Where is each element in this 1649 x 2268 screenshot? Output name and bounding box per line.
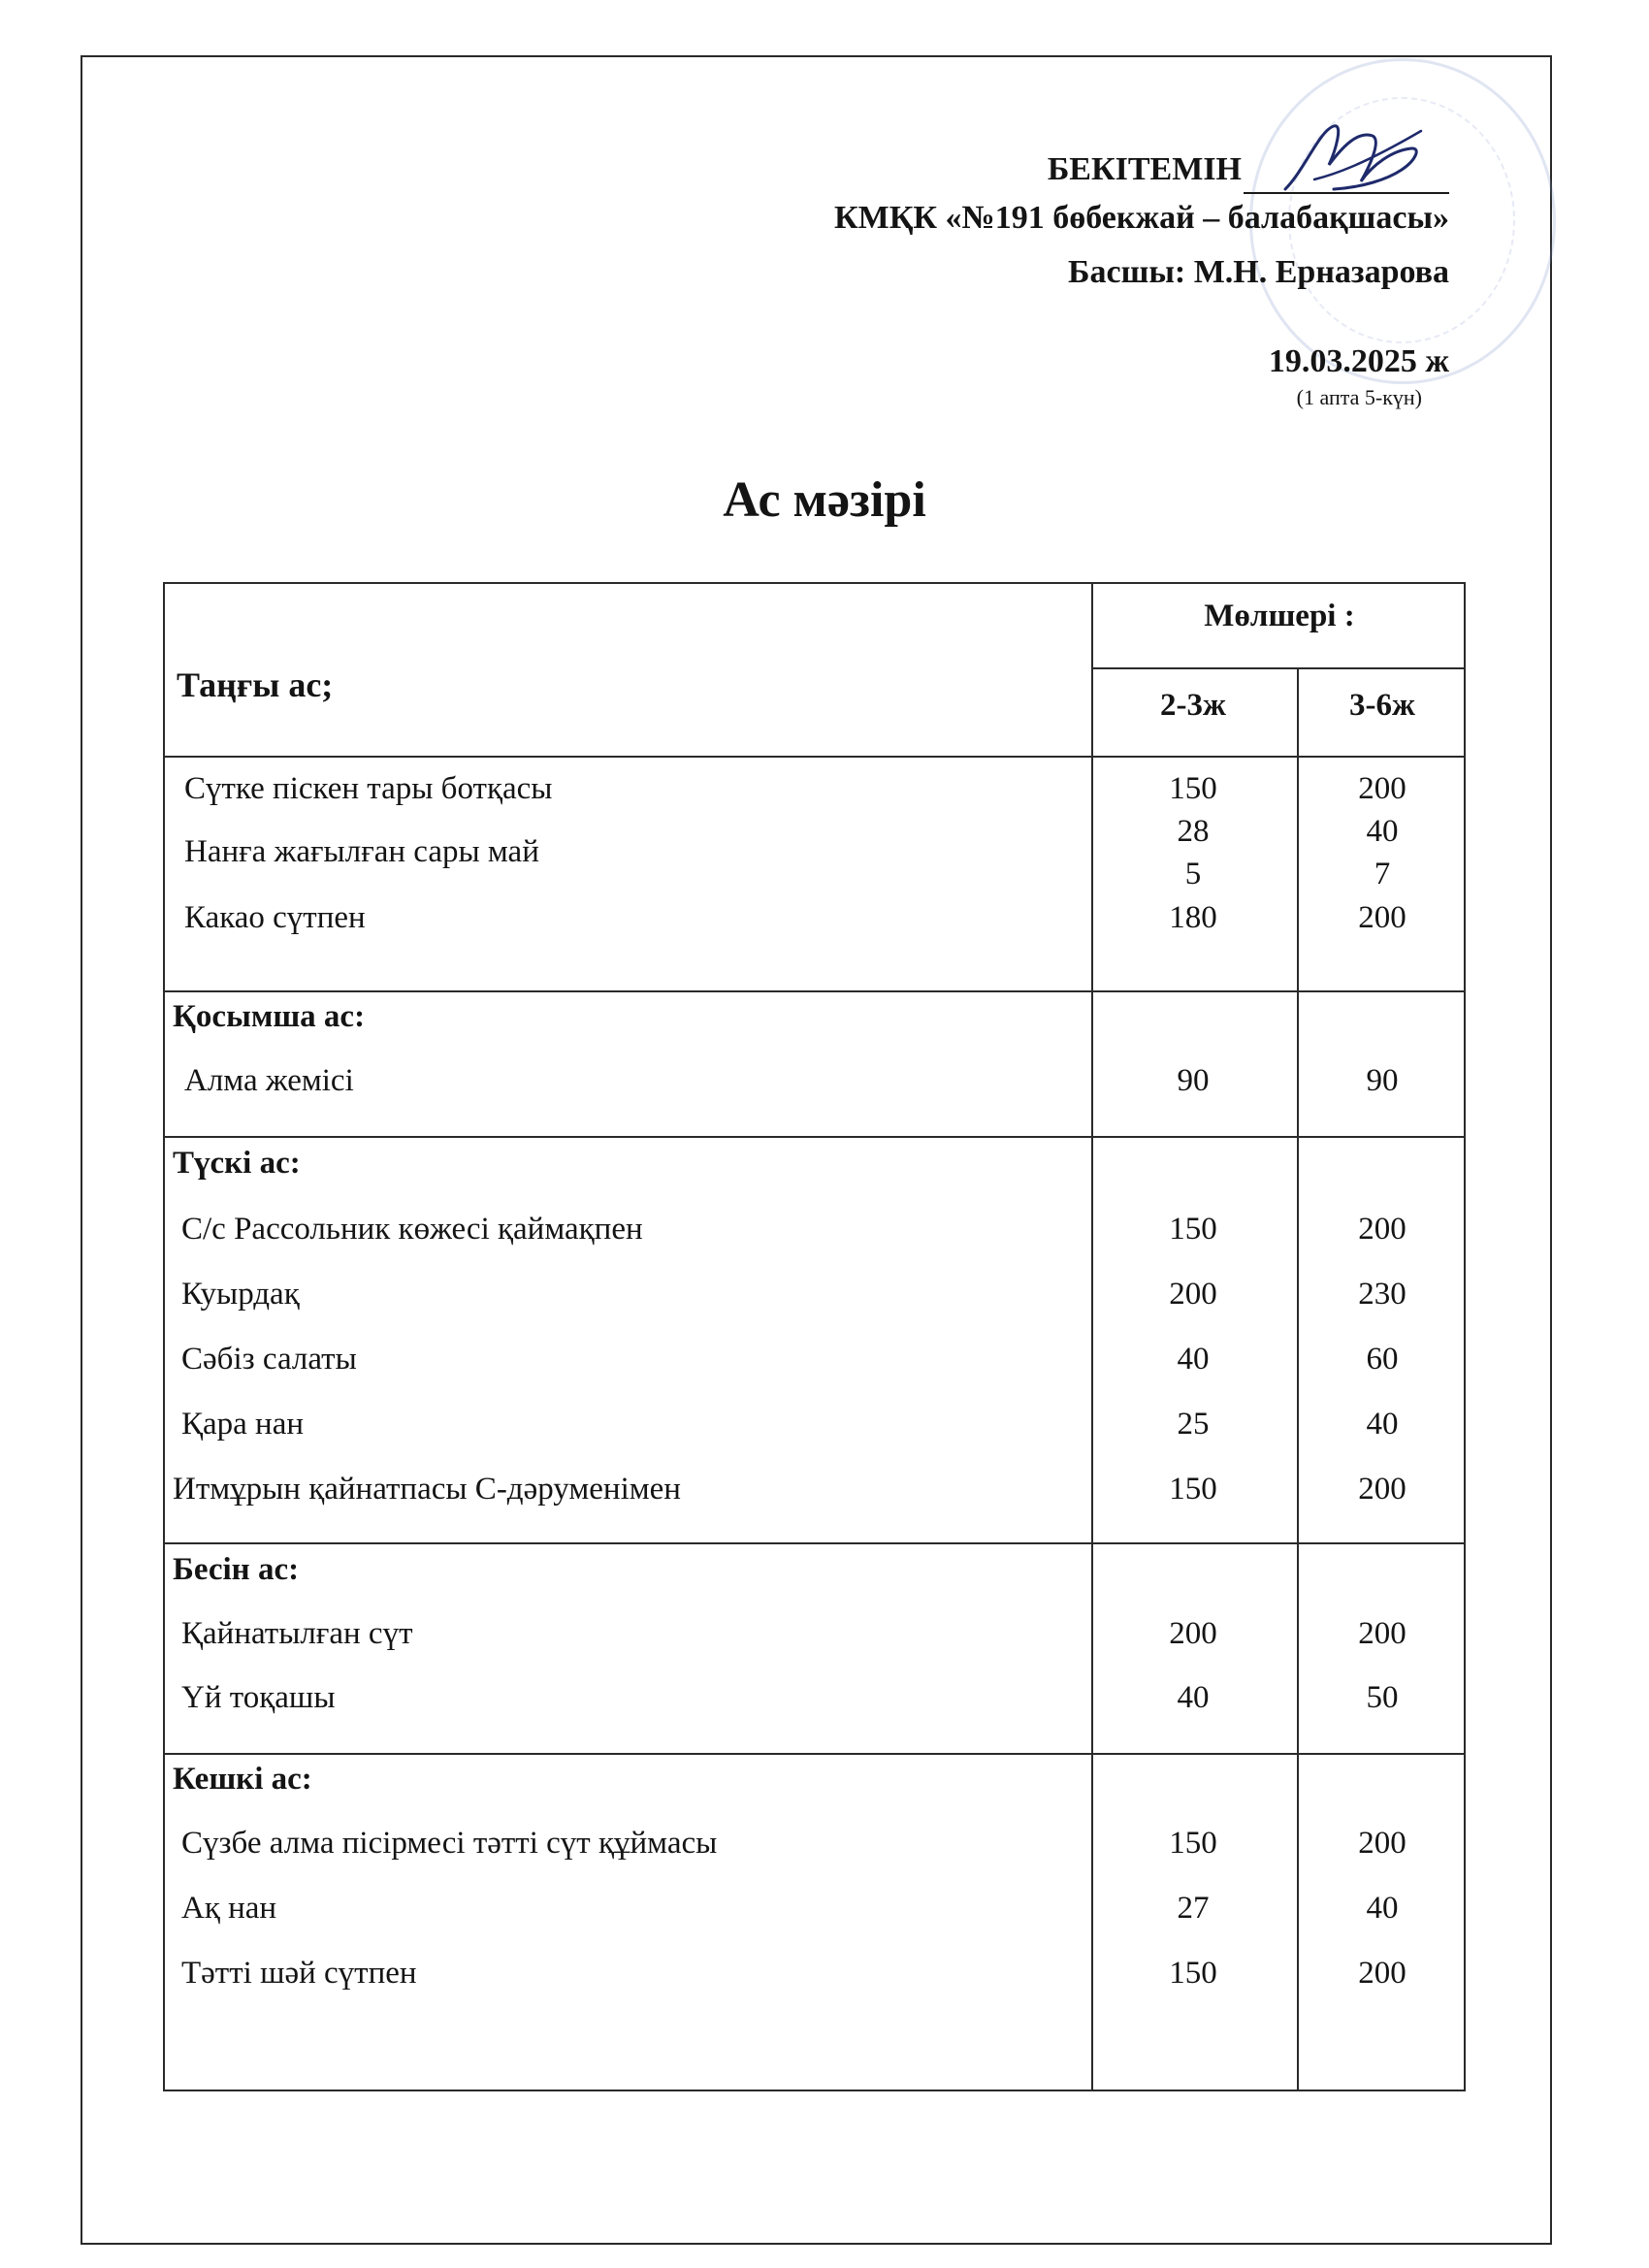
age-column-1: 2-3ж — [1160, 688, 1226, 723]
header-divider — [1091, 667, 1464, 669]
menu-date: 19.03.2025 ж — [1268, 343, 1449, 379]
amount-value: 200 — [1169, 1277, 1217, 1312]
menu-item: Тәтті шәй сүтпен — [181, 1956, 417, 1991]
menu-table — [163, 582, 1466, 2091]
menu-item: С/с Рассольник көжесі қаймақпен — [181, 1212, 643, 1247]
row-divider — [165, 756, 1464, 758]
menu-item: Үй тоқашы — [181, 1680, 336, 1715]
breakfast-header: Таңғы ас; — [177, 665, 334, 704]
amount-value: 28 — [1177, 814, 1210, 849]
amount-header: Мөлшері : — [1204, 599, 1355, 633]
amount-value: 200 — [1358, 771, 1406, 806]
amount-value: 150 — [1169, 771, 1217, 806]
section-label: Қосымша ас: — [173, 999, 366, 1034]
row-divider — [165, 1753, 1464, 1755]
menu-item: Нанға жағылған сары май — [184, 834, 539, 869]
row-divider — [165, 990, 1464, 992]
amount-value: 200 — [1358, 1472, 1406, 1507]
head-name: Басшы: М.Н. Ерназарова — [1068, 254, 1449, 290]
approval-block — [834, 146, 1449, 409]
amount-value: 40 — [1177, 1680, 1210, 1715]
amount-value: 150 — [1169, 1212, 1217, 1247]
amount-value: 40 — [1177, 1342, 1210, 1377]
approve-label: БЕКІТЕМІН — [1047, 151, 1242, 187]
column-divider — [1091, 584, 1093, 2090]
menu-item: Куырдақ — [181, 1277, 300, 1312]
amount-value: 200 — [1358, 1212, 1406, 1247]
menu-item: Сүтке піскен тары ботқасы — [184, 771, 553, 806]
week-day: (1 апта 5-күн) — [1296, 385, 1422, 409]
amount-value: 25 — [1177, 1407, 1210, 1442]
column-divider — [1297, 667, 1299, 2091]
organization-name: КМҚК «№191 бөбекжай – балабақшасы» — [834, 200, 1449, 236]
menu-item: Сәбіз салаты — [181, 1342, 357, 1377]
amount-value: 150 — [1169, 1472, 1217, 1507]
menu-item: Итмұрын қайнатпасы С-дәруменімен — [173, 1472, 681, 1507]
amount-value: 230 — [1358, 1277, 1406, 1312]
menu-item: Қара нан — [181, 1407, 305, 1442]
amount-value: 40 — [1366, 1891, 1399, 1926]
amount-value: 150 — [1169, 1956, 1217, 1991]
section-label: Түскі ас: — [173, 1146, 301, 1181]
row-divider — [165, 1542, 1464, 1544]
section-label: Кешкі ас: — [173, 1762, 312, 1797]
amount-value: 60 — [1366, 1342, 1399, 1377]
section-label: Бесін ас: — [173, 1552, 300, 1587]
amount-value: 200 — [1358, 1826, 1406, 1861]
amount-value: 200 — [1169, 1616, 1217, 1651]
amount-value: 5 — [1184, 857, 1202, 891]
page-title: Ас мәзірі — [723, 472, 926, 528]
amount-value: 7 — [1374, 857, 1391, 891]
signature-line — [1244, 155, 1449, 194]
menu-item: Сүзбе алма пісірмесі тәтті сүт құймасы — [181, 1826, 718, 1861]
amount-value: 200 — [1358, 1616, 1406, 1651]
amount-value: 27 — [1177, 1891, 1210, 1926]
amount-value: 150 — [1169, 1826, 1217, 1861]
row-divider — [165, 1136, 1464, 1138]
amount-value: 90 — [1177, 1063, 1210, 1098]
menu-item: Алма жемісі — [184, 1063, 354, 1098]
menu-item: Ақ нан — [181, 1891, 277, 1926]
amount-value: 180 — [1169, 900, 1217, 935]
amount-value: 200 — [1358, 900, 1406, 935]
amount-value: 50 — [1366, 1680, 1399, 1715]
amount-value: 40 — [1366, 1407, 1399, 1442]
amount-value: 40 — [1366, 814, 1399, 849]
age-column-2: 3-6ж — [1349, 688, 1415, 723]
menu-item: Какао сүтпен — [184, 900, 366, 935]
menu-item: Қайнатылған сүт — [181, 1616, 413, 1651]
amount-value: 200 — [1358, 1956, 1406, 1991]
amount-value: 90 — [1366, 1063, 1399, 1098]
